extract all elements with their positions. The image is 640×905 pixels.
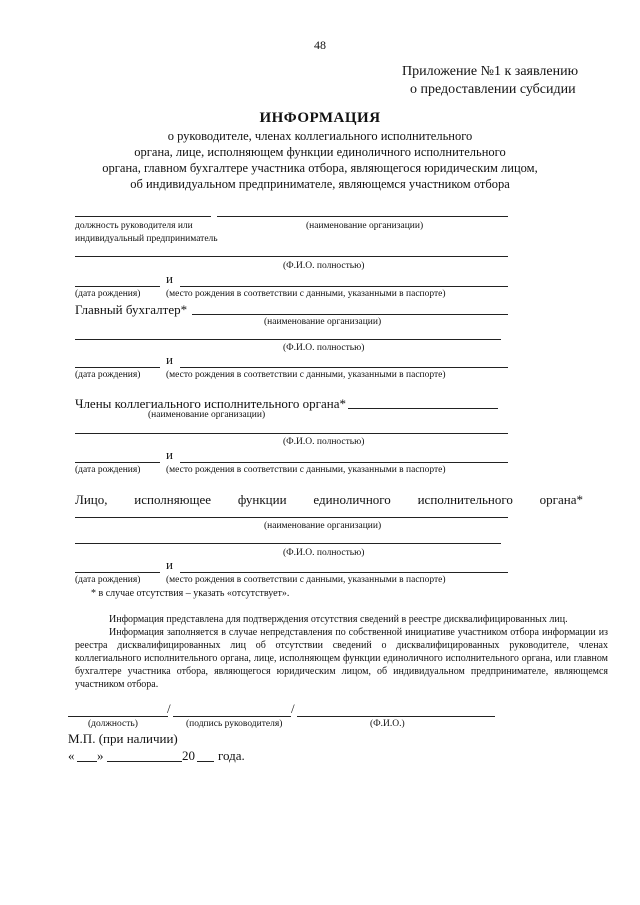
date-open-quote: « bbox=[68, 748, 75, 763]
board-fio-field-line[interactable] bbox=[75, 433, 508, 434]
position-caption-2: индивидуальный предприниматель bbox=[75, 234, 218, 244]
date-year-field-line[interactable] bbox=[197, 761, 214, 762]
subtitle-line-4: об индивидуальном предпринимателе, являющемся участником отбора bbox=[130, 177, 510, 191]
signature-position-line[interactable] bbox=[68, 716, 168, 717]
signature-position-caption: (должность) bbox=[88, 719, 138, 729]
position-field-line[interactable] bbox=[75, 216, 211, 217]
executive-fio-field-line[interactable] bbox=[75, 543, 501, 544]
accountant-org-caption: (наименование организации) bbox=[264, 317, 382, 327]
slash-separator: / bbox=[291, 701, 295, 716]
and-word: и bbox=[166, 352, 173, 367]
birth-date-caption: (дата рождения) bbox=[75, 289, 141, 299]
executive-birth-date-caption: (дата рождения) bbox=[75, 575, 141, 585]
label-word: органа* bbox=[539, 492, 583, 507]
board-birth-date-caption: (дата рождения) bbox=[75, 465, 141, 475]
birth-place-caption: (место рождения в соответствии с данными, указанными в паспорте) bbox=[166, 289, 446, 299]
org-name-field-line[interactable] bbox=[217, 216, 508, 217]
board-org-field-line[interactable] bbox=[348, 408, 498, 409]
accountant-birth-date-caption: (дата рождения) bbox=[75, 370, 141, 380]
footnote: * в случае отсутствия – указать «отсутствует». bbox=[91, 588, 290, 599]
accountant-fio-field-line[interactable] bbox=[75, 339, 501, 340]
position-caption-1: должность руководителя или bbox=[75, 221, 193, 231]
stamp-label: М.П. (при наличии) bbox=[68, 731, 178, 746]
year-prefix: 20 bbox=[182, 748, 195, 763]
date-day-field-line[interactable] bbox=[77, 761, 97, 762]
board-birth-place-field-line[interactable] bbox=[180, 462, 508, 463]
org-caption: (наименование организации) bbox=[306, 221, 424, 231]
signature-sign-line[interactable] bbox=[173, 716, 291, 717]
info-paragraph-2: Информация заполняется в случае непредставления по собственной инициативе участником отбора информации из реестра дисквалифицированных лиц об отсутствии сведений о дисквалифицированных руководителе, членах коллегиального исполнительного органа, лице, исполняющем функции единоличного исполнительного органа, или главном бухгалтере участника отбора, являющегося юридическим лицом, об индивидуальном предпринимателе, являющемся участником отбора. bbox=[75, 627, 608, 690]
accountant-org-field-line[interactable] bbox=[192, 314, 508, 315]
label-word: единоличного bbox=[313, 492, 391, 507]
board-birth-place-caption: (место рождения в соответствии с данными, указанными в паспорте) bbox=[166, 465, 446, 475]
signature-fio-caption: (Ф.И.О.) bbox=[370, 719, 405, 729]
appendix-line-2: о предоставлении субсидии bbox=[410, 82, 576, 97]
and-word: и bbox=[166, 557, 173, 572]
executive-org-caption: (наименование организации) bbox=[264, 521, 382, 531]
executive-birth-date-field-line[interactable] bbox=[75, 572, 160, 573]
board-birth-date-field-line[interactable] bbox=[75, 462, 160, 463]
document-title: ИНФОРМАЦИЯ bbox=[259, 110, 381, 126]
date-close-quote: » bbox=[97, 748, 104, 763]
signature-sign-caption: (подпись руководителя) bbox=[186, 719, 283, 729]
appendix-line-1: Приложение №1 к заявлению bbox=[402, 64, 579, 79]
signature-fio-line[interactable] bbox=[297, 716, 495, 717]
executive-birth-place-field-line[interactable] bbox=[180, 572, 508, 573]
date-month-field-line[interactable] bbox=[107, 761, 182, 762]
subtitle-line-1: о руководителе, членах коллегиального исполнительного bbox=[167, 129, 473, 143]
label-word: Лицо, bbox=[75, 492, 108, 507]
board-fio-caption: (Ф.И.О. полностью) bbox=[283, 437, 365, 447]
year-suffix: года. bbox=[218, 748, 245, 763]
fio-field-line[interactable] bbox=[75, 256, 508, 257]
slash-separator: / bbox=[167, 701, 171, 716]
accountant-birth-place-caption: (место рождения в соответствии с данными, указанными в паспорте) bbox=[166, 370, 446, 380]
executive-fio-caption: (Ф.И.О. полностью) bbox=[283, 548, 365, 558]
accountant-birth-place-field-line[interactable] bbox=[180, 367, 508, 368]
label-word: исполняющее bbox=[134, 492, 211, 507]
executive-birth-place-caption: (место рождения в соответствии с данными, указанными в паспорте) bbox=[166, 575, 446, 585]
subtitle-line-3: органа, главном бухгалтере участника отбора, являющегося юридическим лицом, bbox=[102, 161, 538, 175]
page-number: 48 bbox=[314, 38, 326, 52]
fio-caption: (Ф.И.О. полностью) bbox=[283, 261, 365, 271]
chief-accountant-label: Главный бухгалтер* bbox=[75, 302, 188, 317]
board-members-label: Члены коллегиального исполнительного органа* bbox=[75, 396, 347, 411]
accountant-fio-caption: (Ф.И.О. полностью) bbox=[283, 343, 365, 353]
info-paragraph-1: Информация представлена для подтверждения отсутствия сведений в реестре дисквалифицированных лиц. bbox=[109, 614, 568, 625]
label-word: функции bbox=[237, 492, 287, 507]
subtitle-line-2: органа, лице, исполняющем функции единоличного исполнительного bbox=[134, 145, 506, 159]
and-word: и bbox=[166, 447, 173, 462]
label-word: исполнительного bbox=[417, 492, 513, 507]
and-word: и bbox=[166, 271, 173, 286]
executive-org-field-line[interactable] bbox=[75, 517, 508, 518]
birth-place-field-line[interactable] bbox=[180, 286, 508, 287]
accountant-birth-date-field-line[interactable] bbox=[75, 367, 160, 368]
board-org-caption: (наименование организации) bbox=[148, 410, 266, 420]
birth-date-field-line[interactable] bbox=[75, 286, 160, 287]
sole-executive-label bbox=[75, 492, 583, 508]
